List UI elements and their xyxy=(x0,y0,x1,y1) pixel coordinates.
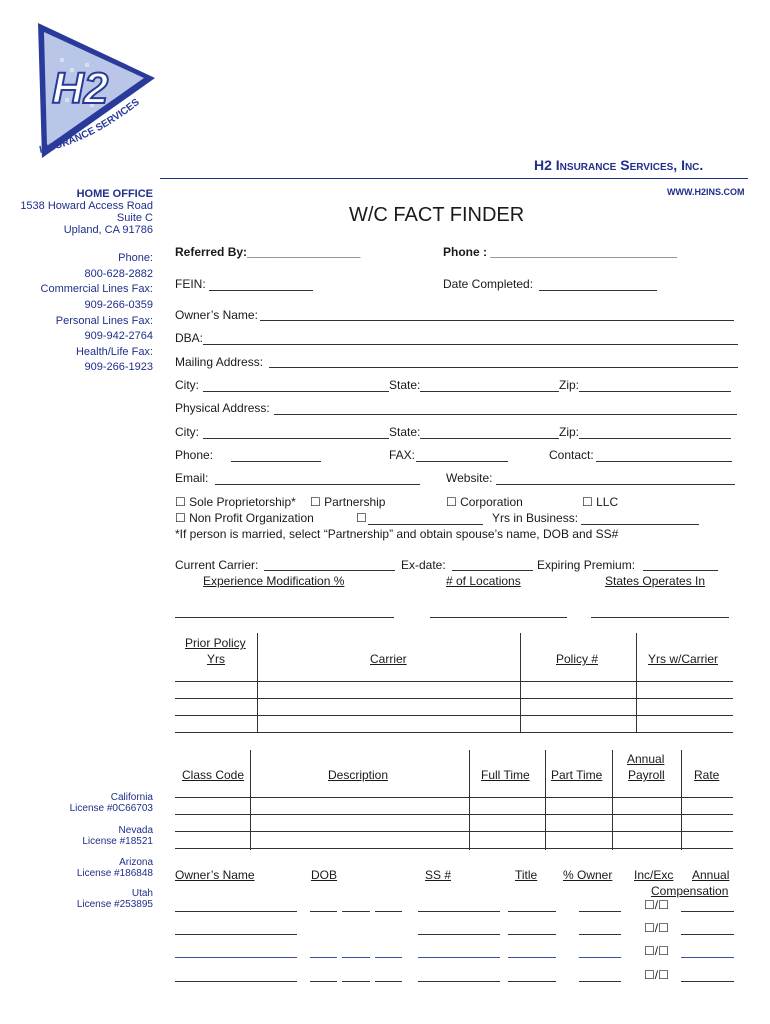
referred-by-field[interactable]: Referred By:_________________ xyxy=(175,245,361,259)
phone-number: 800-628-2882 xyxy=(84,268,153,280)
title-cell[interactable] xyxy=(508,981,556,982)
website-label: Website: xyxy=(446,471,493,485)
expiring-premium-field[interactable] xyxy=(643,570,718,571)
inc-exc-separator: / xyxy=(654,921,659,935)
column-divider xyxy=(257,633,258,733)
num-locations-label: # of Locations xyxy=(446,574,521,588)
health-fax-number: 909-266-1923 xyxy=(84,361,153,373)
col-header-annual: Annual xyxy=(692,868,730,882)
non-profit-label: Non Profit Organization xyxy=(189,511,314,525)
inc-exc-checkbox[interactable]: ☐/☐ xyxy=(644,921,669,935)
compensation-cell[interactable] xyxy=(681,934,734,935)
expiring-premium-label: Expiring Premium: xyxy=(537,558,636,572)
dob-cell[interactable] xyxy=(310,981,337,982)
other-entity-checkbox[interactable]: ☐ xyxy=(356,511,367,525)
commercial-fax-number: 909-266-0359 xyxy=(84,299,153,311)
col-header-policy-number: Policy # xyxy=(556,652,599,666)
column-divider xyxy=(250,750,251,850)
license-state: Utah xyxy=(131,888,153,899)
date-completed-label: Date Completed: xyxy=(443,277,534,291)
ex-date-label: Ex-date: xyxy=(401,558,446,572)
company-name: H2 Insurance Services, Inc. xyxy=(534,157,704,173)
llc-checkbox[interactable]: ☐ LLC xyxy=(582,495,619,509)
table-row[interactable] xyxy=(175,797,733,798)
column-divider xyxy=(681,750,682,850)
license-state: California xyxy=(110,792,153,803)
title-cell[interactable] xyxy=(508,957,556,958)
physical-address-field[interactable] xyxy=(274,414,737,415)
partnership-label: Partnership xyxy=(324,495,386,509)
dba-field[interactable] xyxy=(203,344,738,345)
states-operates-label: States Operates In xyxy=(605,574,706,588)
col-header-description: Description xyxy=(328,768,389,782)
column-divider xyxy=(545,750,546,850)
fax-label: FAX: xyxy=(389,448,416,462)
col-header-yrs-with-carrier: Yrs w/Carrier xyxy=(648,652,719,666)
website-link[interactable]: WWW.H2INS.COM xyxy=(667,187,745,197)
yrs-in-business-label: Yrs in Business: xyxy=(492,511,579,525)
corporation-label: Corporation xyxy=(460,495,523,509)
dob-cell[interactable] xyxy=(342,911,370,912)
form-title: W/C FACT FINDER xyxy=(349,204,525,226)
fein-label: FEIN: xyxy=(175,277,206,291)
col-header-class-code: Class Code xyxy=(182,768,245,782)
title-cell[interactable] xyxy=(508,934,556,935)
ss-cell[interactable] xyxy=(418,957,500,958)
table-row[interactable] xyxy=(175,698,733,699)
zip-label: Zip: xyxy=(559,378,580,392)
address-line3: Upland, CA 91786 xyxy=(63,224,153,236)
col-header-prior-policy: Prior Policy xyxy=(185,636,246,650)
col-header-rate: Rate xyxy=(694,768,720,782)
ex-date-field[interactable] xyxy=(452,570,533,571)
license-state: Arizona xyxy=(119,857,153,868)
city-state-zip-field[interactable] xyxy=(203,391,731,392)
current-carrier-field[interactable] xyxy=(264,570,395,571)
dob-cell[interactable] xyxy=(342,957,370,958)
sole-proprietorship-label: Sole Proprietorship* xyxy=(189,495,296,509)
svg-text:INSURANCE SERVICES: INSURANCE SERVICES xyxy=(38,96,142,156)
yrs-in-business-field[interactable] xyxy=(581,524,699,525)
owner-name-cell[interactable] xyxy=(175,957,297,958)
inc-exc-separator: / xyxy=(654,968,659,982)
col-header-yrs: Yrs xyxy=(207,652,225,666)
states-operates-field[interactable] xyxy=(591,617,729,618)
inc-exc-checkbox[interactable]: ☐/☐ xyxy=(644,898,669,912)
state-label: State: xyxy=(389,378,421,392)
contact-input[interactable] xyxy=(596,461,732,462)
table-row[interactable] xyxy=(175,831,733,832)
column-divider xyxy=(612,750,613,850)
license-number: License #18521 xyxy=(82,836,153,847)
dob-cell[interactable] xyxy=(342,981,370,982)
phone-input[interactable] xyxy=(231,461,321,462)
dob-cell[interactable] xyxy=(310,911,337,912)
title-cell[interactable] xyxy=(508,911,556,912)
commercial-fax-label: Commercial Lines Fax: xyxy=(40,283,153,295)
experience-mod-label: Experience Modification % xyxy=(203,574,345,588)
sole-proprietorship-checkbox[interactable]: ☐ Sole Proprietorship* xyxy=(175,495,296,509)
phone-field[interactable]: Phone : ____________________________ xyxy=(443,245,678,259)
office-label: HOME OFFICE xyxy=(76,188,153,200)
column-divider xyxy=(520,633,521,733)
ss-cell[interactable] xyxy=(418,911,500,912)
dob-cell[interactable] xyxy=(375,957,402,958)
partnership-checkbox[interactable]: ☐ Partnership xyxy=(310,495,386,509)
mailing-address-field[interactable] xyxy=(269,367,738,368)
dba-label: DBA: xyxy=(175,331,204,345)
website-input[interactable] xyxy=(496,484,735,485)
contact-label: Contact: xyxy=(549,448,594,462)
logo-graphic xyxy=(30,18,160,168)
dob-cell[interactable] xyxy=(310,957,337,958)
owner-name-cell[interactable] xyxy=(175,911,297,912)
license-state: Nevada xyxy=(118,825,153,836)
non-profit-checkbox[interactable]: ☐ Non Profit Organization xyxy=(175,511,314,525)
col-header-compensation: Compensation xyxy=(651,884,729,898)
city-label: City: xyxy=(175,378,199,392)
corporation-checkbox[interactable]: ☐ Corporation xyxy=(446,495,523,509)
table-row[interactable] xyxy=(175,715,733,716)
pct-owner-cell[interactable] xyxy=(579,934,621,935)
col-header-part-time: Part Time xyxy=(551,768,603,782)
col-header-annual: Annual xyxy=(627,752,665,766)
col-header-inc-exc: Inc/Exc xyxy=(634,868,674,882)
owner-name-cell[interactable] xyxy=(175,981,297,982)
email-label: Email: xyxy=(175,471,209,485)
fein-field[interactable] xyxy=(209,290,313,291)
inc-exc-separator: / xyxy=(654,898,659,912)
inc-exc-checkbox[interactable]: ☐/☐ xyxy=(644,968,669,982)
col-header-payroll: Payroll xyxy=(628,768,665,782)
dob-cell[interactable] xyxy=(375,911,402,912)
mailing-address-label: Mailing Address: xyxy=(175,355,264,369)
inc-exc-checkbox[interactable]: ☐/☐ xyxy=(644,944,669,958)
experience-mod-field[interactable] xyxy=(175,617,394,618)
llc-label: LLC xyxy=(596,495,619,509)
dob-cell[interactable] xyxy=(375,981,402,982)
table-row[interactable] xyxy=(175,732,733,733)
compensation-cell[interactable] xyxy=(681,981,734,982)
physical-address-label: Physical Address: xyxy=(175,401,270,415)
column-divider xyxy=(469,750,470,850)
state-label: State: xyxy=(389,425,421,439)
pct-owner-cell[interactable] xyxy=(579,981,621,982)
col-header-pct-owner: % Owner xyxy=(563,868,613,882)
zip-label: Zip: xyxy=(559,425,580,439)
svg-text:H2: H2 xyxy=(52,64,109,113)
ss-cell[interactable] xyxy=(418,981,500,982)
num-locations-field[interactable] xyxy=(430,617,567,618)
phone-label: Phone: xyxy=(118,252,153,264)
compensation-cell[interactable] xyxy=(681,957,734,958)
license-number: License #253895 xyxy=(76,899,153,910)
column-divider xyxy=(636,633,637,733)
owners-name-field[interactable] xyxy=(260,320,734,321)
owner-name-cell[interactable] xyxy=(175,934,297,935)
header-rule xyxy=(160,178,748,179)
table-row[interactable] xyxy=(175,814,733,815)
col-header-ss: SS # xyxy=(425,868,452,882)
owners-name-label: Owner’s Name: xyxy=(175,308,258,322)
address-line1: 1538 Howard Access Road xyxy=(20,200,153,212)
health-fax-label: Health/Life Fax: xyxy=(75,346,153,358)
col-header-dob: DOB xyxy=(311,868,338,882)
fax-input[interactable] xyxy=(416,461,508,462)
current-carrier-label: Current Carrier: xyxy=(175,558,259,572)
date-completed-field[interactable] xyxy=(539,290,657,291)
phone-label: Phone: xyxy=(175,448,214,462)
company-logo xyxy=(30,18,160,168)
email-input[interactable] xyxy=(215,484,420,485)
other-entity-field[interactable] xyxy=(368,524,483,525)
marriage-note: *If person is married, select “Partnership” and obtain spouse’s name, DOB and SS# xyxy=(175,527,619,541)
license-number: License #186848 xyxy=(76,868,153,879)
personal-fax-label: Personal Lines Fax: xyxy=(55,315,153,327)
col-header-full-time: Full Time xyxy=(481,768,530,782)
address-line2: Suite C xyxy=(116,212,153,224)
col-header-owners-name: Owner’s Name xyxy=(175,868,255,882)
personal-fax-number: 909-942-2764 xyxy=(84,330,153,342)
pct-owner-cell[interactable] xyxy=(579,911,621,912)
ss-cell[interactable] xyxy=(418,934,500,935)
table-row[interactable] xyxy=(175,848,733,849)
city-label: City: xyxy=(175,425,199,439)
table-row[interactable] xyxy=(175,681,733,682)
pct-owner-cell[interactable] xyxy=(579,957,621,958)
compensation-cell[interactable] xyxy=(681,911,734,912)
col-header-carrier: Carrier xyxy=(370,652,407,666)
city-state-zip-field[interactable] xyxy=(203,438,731,439)
inc-exc-separator: / xyxy=(654,944,659,958)
license-number: License #0C66703 xyxy=(69,803,153,814)
col-header-title: Title xyxy=(515,868,538,882)
